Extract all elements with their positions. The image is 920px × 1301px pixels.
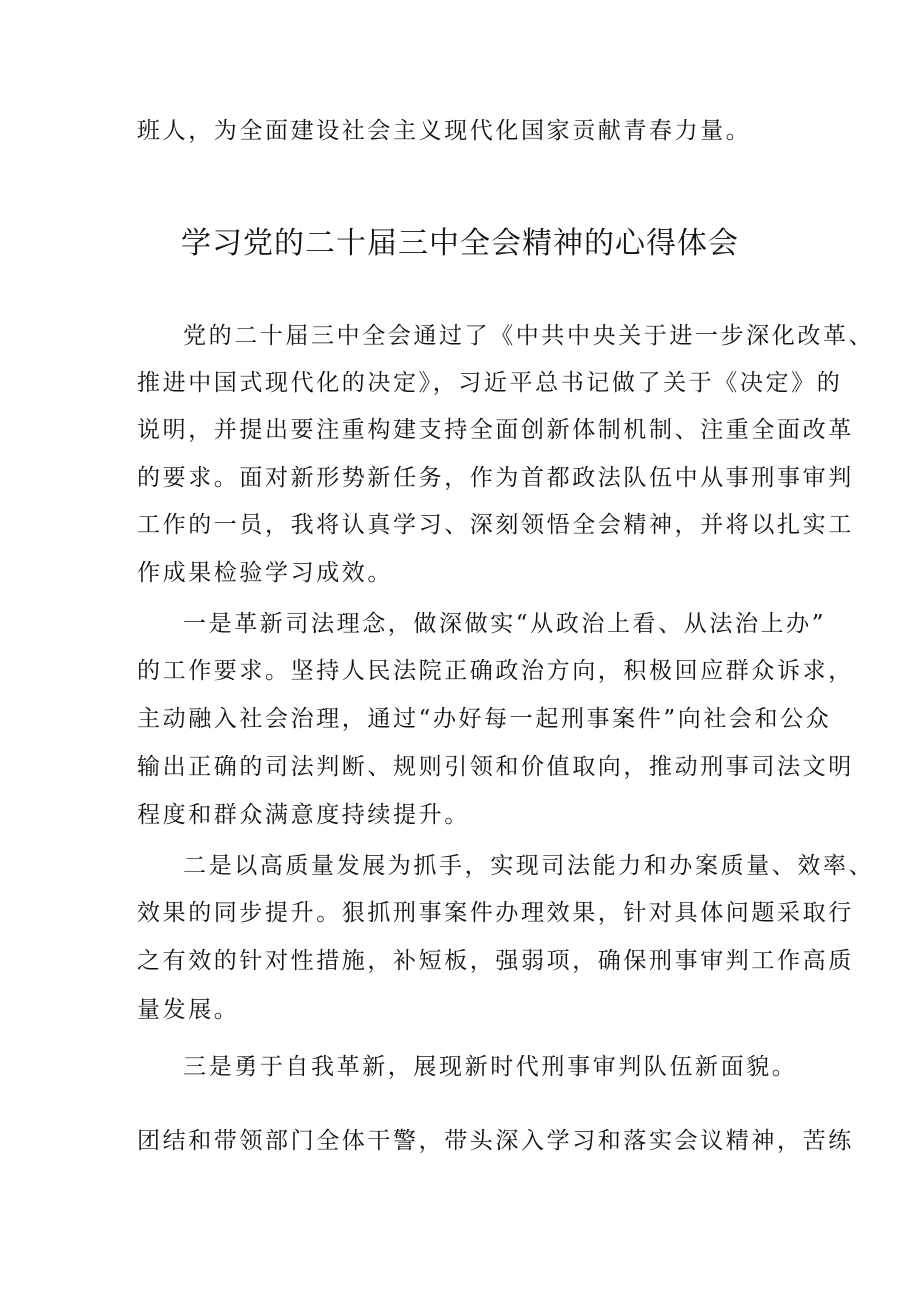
intro-line: 班人，为全面建设社会主义现代化国家贡献青春力量。 (137, 118, 752, 144)
paragraph-line: 一是革新司法理念，做深做实“从政治上看、从法治上办” (183, 611, 827, 637)
paragraph-line: 主动融入社会治理，通过“办好每一起刑事案件”向社会和公众 (137, 706, 832, 732)
paragraph-line: 说明，并提出要注重构建支持全面创新体制机制、注重全面改革 (137, 417, 854, 443)
paragraph-line: 输出正确的司法判断、规则引领和价值取向，推动刑事司法文明 (137, 754, 854, 780)
paragraph-line: 程度和群众满意度持续提升。 (137, 802, 470, 828)
paragraph-line: 团结和带领部门全体干警，带头深入学习和落实会议精神，苦练 (137, 1128, 854, 1154)
paragraph-line: 之有效的针对性措施，补短板，强弱项，确保刑事审判工作高质 (137, 948, 854, 974)
paragraph-line: 的要求。面对新形势新任务，作为首都政法队伍中从事刑事审判 (137, 465, 854, 491)
paragraph-line: 推进中国式现代化的决定》，习近平总书记做了关于《决定》的 (137, 370, 843, 396)
document-title: 学习党的二十届三中全会精神的心得体会 (181, 226, 739, 261)
paragraph-line: 效果的同步提升。狠抓刑事案件办理效果，针对具体问题采取行 (137, 900, 854, 926)
paragraph-line: 党的二十届三中全会通过了《中共中央关于进一步深化改革、 (183, 323, 875, 349)
paragraph-line: 二是以高质量发展为抓手，实现司法能力和办案质量、效率、 (183, 853, 875, 879)
paragraph-line: 量发展。 (137, 997, 240, 1023)
paragraph-line: 作成果检验学习成效。 (137, 560, 393, 586)
paragraph-line: 三是勇于自我革新，展现新时代刑事审判队伍新面貌。 (183, 1054, 798, 1080)
paragraph-line: 的工作要求。坚持人民法院正确政治方向，积极回应群众诉求， (137, 658, 854, 684)
paragraph-line: 工作的一员，我将认真学习、深刻领悟全会精神，并将以扎实工 (137, 512, 854, 538)
